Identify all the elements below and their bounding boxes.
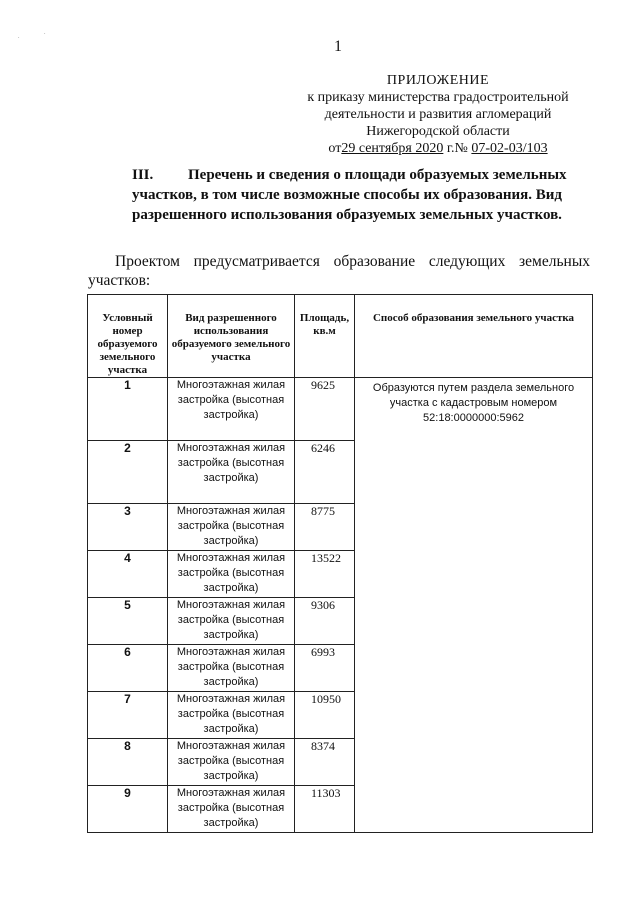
section-heading bbox=[132, 165, 587, 225]
appendix-title: ПРИЛОЖЕНИЕ bbox=[386, 73, 490, 88]
plot-number: 2 bbox=[88, 441, 168, 504]
section-number: III. bbox=[132, 167, 154, 183]
plot-number: 9 bbox=[88, 786, 168, 833]
header-number: Условный номер образуемого земельного участка bbox=[88, 295, 168, 378]
plot-use: Многоэтажная жилая застройка (высотная застройка) bbox=[168, 739, 295, 786]
appendix-header bbox=[288, 72, 588, 157]
intro-paragraph: Проектом предусматривается образование следующих земельных участков: bbox=[88, 253, 590, 289]
plot-number: 6 bbox=[88, 645, 168, 692]
plot-area: 6246 bbox=[295, 441, 355, 504]
plot-area: 13522 bbox=[295, 551, 355, 598]
land-plots-table bbox=[87, 294, 593, 833]
plot-number: 1 bbox=[88, 378, 168, 441]
plot-use: Многоэтажная жилая застройка (высотная застройка) bbox=[168, 378, 295, 441]
plot-number: 5 bbox=[88, 598, 168, 645]
order-date: 29 сентября 2020 bbox=[341, 141, 444, 156]
header-area: Площадь, кв.м bbox=[295, 295, 355, 378]
date-prefix: от bbox=[328, 141, 342, 156]
plot-area: 6993 bbox=[295, 645, 355, 692]
plot-use: Многоэтажная жилая застройка (высотная застройка) bbox=[168, 598, 295, 645]
appendix-date-line bbox=[288, 140, 588, 157]
plot-area: 9306 bbox=[295, 598, 355, 645]
plot-use: Многоэтажная жилая застройка (высотная застройка) bbox=[168, 551, 295, 598]
plot-number: 3 bbox=[88, 504, 168, 551]
page-number: 1 bbox=[334, 38, 342, 55]
section-title: Перечень и сведения о площади образуемых земельных участков, в том числе возможные способы их образования. Вид разрешенного использования образуемых земельных участков. bbox=[132, 167, 567, 223]
plot-use: Многоэтажная жилая застройка (высотная застройка) bbox=[168, 645, 295, 692]
plot-number: 7 bbox=[88, 692, 168, 739]
plot-area: 8775 bbox=[295, 504, 355, 551]
scan-dot: . bbox=[44, 30, 46, 36]
plot-use: Многоэтажная жилая застройка (высотная застройка) bbox=[168, 786, 295, 833]
appendix-line: Нижегородской области bbox=[366, 124, 510, 139]
plot-area: 8374 bbox=[295, 739, 355, 786]
formation-method: Образуются путем раздела земельного участка с кадастровым номером 52:18:0000000:5962 bbox=[355, 378, 593, 833]
header-use: Вид разрешенного использования образуемого земельного участка bbox=[168, 295, 295, 378]
scan-dot: . bbox=[18, 34, 20, 40]
plot-use: Многоэтажная жилая застройка (высотная застройка) bbox=[168, 692, 295, 739]
appendix-line: деятельности и развития агломераций bbox=[324, 107, 552, 122]
date-suffix: г.№ bbox=[446, 141, 468, 156]
plot-area: 10950 bbox=[295, 692, 355, 739]
header-method: Способ образования земельного участка bbox=[355, 295, 593, 378]
plot-use: Многоэтажная жилая застройка (высотная застройка) bbox=[168, 441, 295, 504]
table-body bbox=[88, 378, 593, 833]
appendix-line: к приказу министерства градостроительной bbox=[307, 90, 569, 105]
plot-number: 8 bbox=[88, 739, 168, 786]
table-row bbox=[88, 378, 593, 441]
plot-number: 4 bbox=[88, 551, 168, 598]
plot-area: 9625 bbox=[295, 378, 355, 441]
table-header-row bbox=[88, 295, 593, 378]
plot-area: 11303 bbox=[295, 786, 355, 833]
order-number: 07-02-03/103 bbox=[471, 141, 548, 156]
plot-use: Многоэтажная жилая застройка (высотная застройка) bbox=[168, 504, 295, 551]
